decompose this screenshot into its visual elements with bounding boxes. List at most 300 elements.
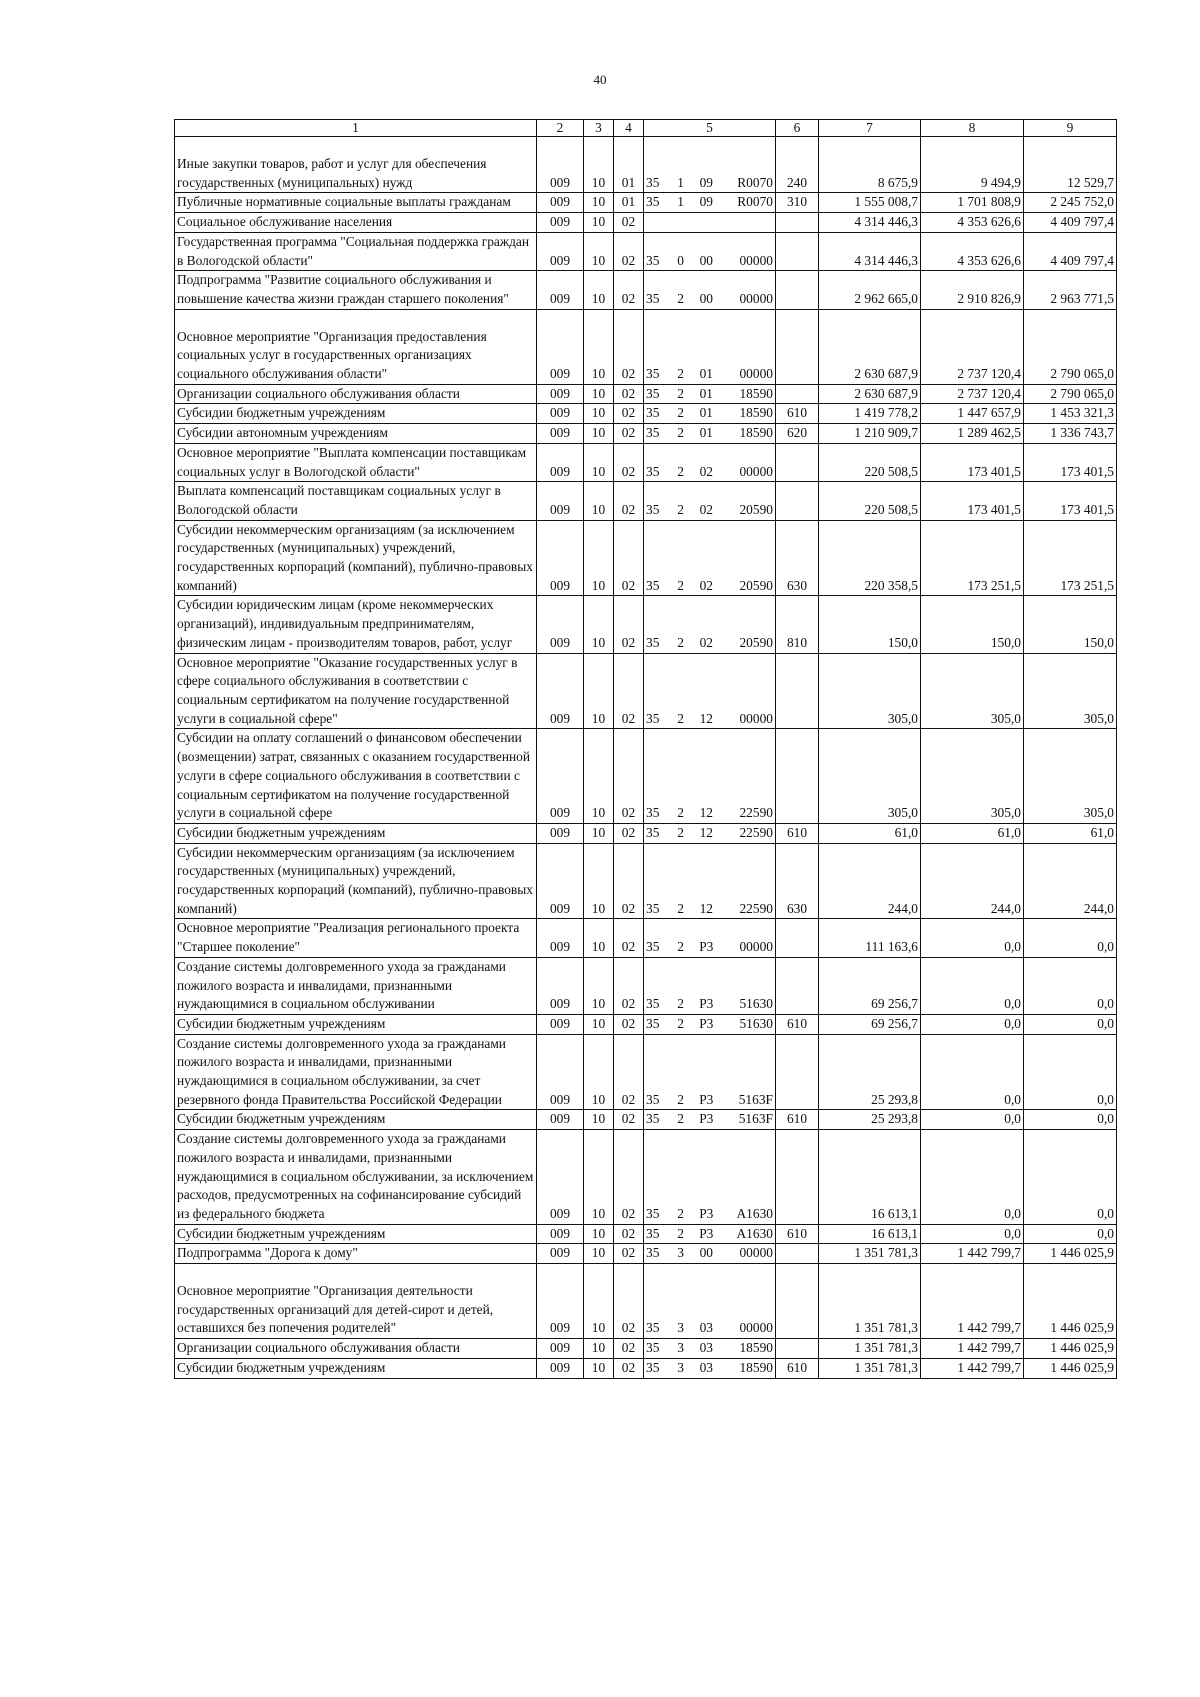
target-article-code	[644, 919, 776, 957]
table-row	[175, 823, 1117, 843]
target-article-part-2: 3	[677, 1320, 684, 1336]
table-row	[175, 843, 1117, 919]
header-col-2: 2	[537, 120, 584, 137]
admin-code: 009	[537, 653, 584, 729]
subsection-code: 01	[614, 137, 644, 193]
target-article-part-1: 35	[646, 1225, 660, 1241]
target-article-part-3: P3	[699, 939, 714, 955]
target-article-part-2: 2	[677, 425, 684, 441]
amount-year-3: 173 401,5	[1024, 482, 1117, 520]
admin-code: 009	[537, 1014, 584, 1034]
admin-code: 009	[537, 520, 584, 596]
target-article-parts	[646, 938, 773, 957]
header-col-4: 4	[614, 120, 644, 137]
section-code: 10	[584, 309, 614, 384]
target-article-part-2: 3	[677, 1245, 684, 1261]
table-row	[175, 424, 1117, 444]
admin-code: 009	[537, 1034, 584, 1110]
target-article-parts	[646, 1091, 773, 1110]
row-name: Публичные нормативные социальные выплаты гражданам	[175, 193, 537, 213]
amount-year-2: 0,0	[921, 957, 1024, 1014]
amount-year-2: 2 737 120,4	[921, 309, 1024, 384]
expense-type-code: 630	[776, 520, 819, 596]
target-article-part-3: P3	[699, 1205, 714, 1221]
expense-type-code	[776, 1034, 819, 1110]
admin-code: 009	[537, 443, 584, 481]
amount-year-2: 2 737 120,4	[921, 384, 1024, 404]
target-article-part-4: 18590	[739, 1359, 773, 1375]
amount-year-2: 4 353 626,6	[921, 213, 1024, 233]
target-article-part-3: 02	[699, 634, 713, 650]
target-article-part-4: 00000	[739, 290, 773, 306]
expense-type-code	[776, 1130, 819, 1225]
table-row	[175, 309, 1117, 384]
target-article-part-1: 35	[646, 939, 660, 955]
target-article-part-1: 35	[646, 366, 660, 382]
target-article-part-4: 00000	[739, 710, 773, 726]
subsection-code: 02	[614, 957, 644, 1014]
row-name: Основное мероприятие "Организация деятельности государственных организаций для детей-сирот и детей, оставшихся без попечения родителей"	[175, 1264, 537, 1339]
section-code: 10	[584, 213, 614, 233]
amount-year-2: 1 442 799,7	[921, 1264, 1024, 1339]
header-col-6: 6	[776, 120, 819, 137]
target-article-code	[644, 232, 776, 270]
target-article-code	[644, 1244, 776, 1264]
target-article-part-4: 20590	[739, 634, 773, 650]
amount-year-1: 220 358,5	[819, 520, 921, 596]
target-article-part-4: 00000	[739, 252, 773, 268]
target-article-parts	[646, 824, 773, 843]
target-article-parts	[646, 193, 773, 212]
page-number: 40	[593, 72, 607, 87]
target-article-part-1: 35	[646, 824, 660, 840]
section-code: 10	[584, 1244, 614, 1264]
amount-year-2: 305,0	[921, 653, 1024, 729]
target-article-part-2: 3	[677, 1340, 684, 1356]
target-article-code	[644, 1034, 776, 1110]
target-article-part-3: 03	[699, 1320, 713, 1336]
target-article-part-1: 35	[646, 252, 660, 268]
target-article-part-2: 2	[677, 805, 684, 821]
row-name: Субсидии некоммерческим организациям (за исключением государственных (муниципальных) учреждений, государственных корпораций (компаний), публично-правовых компаний)	[175, 520, 537, 596]
subsection-code: 02	[614, 482, 644, 520]
row-name: Субсидии бюджетным учреждениям	[175, 1110, 537, 1130]
amount-year-2: 61,0	[921, 823, 1024, 843]
target-article-code	[644, 482, 776, 520]
section-code: 10	[584, 1110, 614, 1130]
amount-year-1: 4 314 446,3	[819, 232, 921, 270]
row-name: Организации социального обслуживания области	[175, 384, 537, 404]
target-article-part-2: 2	[677, 1091, 684, 1107]
amount-year-2: 1 442 799,7	[921, 1358, 1024, 1378]
amount-year-3: 1 446 025,9	[1024, 1244, 1117, 1264]
section-code: 10	[584, 384, 614, 404]
subsection-code: 02	[614, 424, 644, 444]
row-name: Субсидии бюджетным учреждениям	[175, 1358, 537, 1378]
subsection-code: 02	[614, 919, 644, 957]
row-name: Субсидии на оплату соглашений о финансовом обеспечении (возмещении) затрат, связанных с оказанием государственной услуги в сфере социального обслуживания в соответствии с социальным сертификатом на получение государственной услуги в социальной сфере	[175, 729, 537, 824]
target-article-code	[644, 1339, 776, 1359]
section-code: 10	[584, 1358, 614, 1378]
table-row	[175, 482, 1117, 520]
target-article-part-1: 35	[646, 1205, 660, 1221]
table-row	[175, 653, 1117, 729]
amount-year-3: 2 245 752,0	[1024, 193, 1117, 213]
amount-year-1: 1 210 909,7	[819, 424, 921, 444]
table-row	[175, 213, 1117, 233]
admin-code: 009	[537, 1358, 584, 1378]
target-article-part-1: 35	[646, 805, 660, 821]
target-article-part-2: 2	[677, 501, 684, 517]
target-article-code	[644, 1358, 776, 1378]
target-article-part-2: 2	[677, 290, 684, 306]
row-name: Создание системы долговременного ухода за гражданами пожилого возраста и инвалидами, признанными нуждающимися в социальном обслуживании, за исключением расходов, предусмотренных на софинансирование субсидий из федерального бюджета	[175, 1130, 537, 1225]
section-code: 10	[584, 596, 614, 653]
target-article-part-4: 51630	[739, 996, 773, 1012]
target-article-part-4: 22590	[739, 900, 773, 916]
amount-year-1: 1 351 781,3	[819, 1264, 921, 1339]
target-article-code	[644, 823, 776, 843]
target-article-part-4: A1630	[736, 1205, 773, 1221]
amount-year-1: 1 351 781,3	[819, 1244, 921, 1264]
target-article-part-4: 00000	[739, 366, 773, 382]
amount-year-1: 69 256,7	[819, 957, 921, 1014]
table-row	[175, 1244, 1117, 1264]
header-col-7: 7	[819, 120, 921, 137]
amount-year-1: 305,0	[819, 653, 921, 729]
admin-code: 009	[537, 1110, 584, 1130]
section-code: 10	[584, 520, 614, 596]
section-code: 10	[584, 1224, 614, 1244]
amount-year-3: 2 790 065,0	[1024, 384, 1117, 404]
amount-year-3: 0,0	[1024, 1034, 1117, 1110]
section-code: 10	[584, 1034, 614, 1110]
table-row	[175, 1339, 1117, 1359]
target-article-part-2: 3	[677, 1359, 684, 1375]
target-article-part-4: 5163F	[738, 1091, 773, 1107]
admin-code: 009	[537, 843, 584, 919]
expense-type-code: 620	[776, 424, 819, 444]
target-article-part-2: 2	[677, 1111, 684, 1127]
target-article-parts	[646, 634, 773, 653]
header-col-1: 1	[175, 120, 537, 137]
target-article-parts	[646, 577, 773, 596]
target-article-part-1: 35	[646, 463, 660, 479]
target-article-code	[644, 729, 776, 824]
amount-year-2: 1 442 799,7	[921, 1244, 1024, 1264]
admin-code: 009	[537, 193, 584, 213]
target-article-part-4: 00000	[739, 463, 773, 479]
table-row	[175, 404, 1117, 424]
amount-year-1: 1 351 781,3	[819, 1358, 921, 1378]
target-article-parts	[646, 1339, 773, 1358]
amount-year-1: 220 508,5	[819, 482, 921, 520]
expense-type-code	[776, 729, 819, 824]
subsection-code: 02	[614, 213, 644, 233]
amount-year-3: 0,0	[1024, 1130, 1117, 1225]
target-article-part-3: 01	[699, 385, 713, 401]
amount-year-3: 1 446 025,9	[1024, 1264, 1117, 1339]
expense-type-code	[776, 482, 819, 520]
amount-year-2: 0,0	[921, 1224, 1024, 1244]
section-code: 10	[584, 193, 614, 213]
admin-code: 009	[537, 1130, 584, 1225]
target-article-code	[644, 1110, 776, 1130]
row-name: Создание системы долговременного ухода за гражданами пожилого возраста и инвалидами, признанными нуждающимися в социальном обслуживании, за счет резервного фонда Правительства Российской Федерации	[175, 1034, 537, 1110]
target-article-part-1: 35	[646, 634, 660, 650]
amount-year-1: 2 962 665,0	[819, 271, 921, 309]
target-article-part-4: 18590	[739, 405, 773, 421]
table-row	[175, 193, 1117, 213]
table-row	[175, 919, 1117, 957]
amount-year-2: 1 442 799,7	[921, 1339, 1024, 1359]
amount-year-1: 111 163,6	[819, 919, 921, 957]
expense-type-code	[776, 443, 819, 481]
target-article-part-3: P3	[699, 1091, 714, 1107]
amount-year-2: 173 251,5	[921, 520, 1024, 596]
target-article-part-1: 35	[646, 405, 660, 421]
subsection-code: 02	[614, 823, 644, 843]
target-article-code	[644, 1014, 776, 1034]
header-row	[175, 120, 1117, 137]
amount-year-2: 4 353 626,6	[921, 232, 1024, 270]
row-name: Основное мероприятие "Выплата компенсации поставщикам социальных услуг в Вологодской области"	[175, 443, 537, 481]
target-article-part-3: 09	[699, 174, 713, 190]
target-article-code	[644, 1224, 776, 1244]
target-article-parts	[646, 1319, 773, 1338]
subsection-code: 02	[614, 404, 644, 424]
amount-year-1: 1 555 008,7	[819, 193, 921, 213]
table-row	[175, 1110, 1117, 1130]
header-col-9: 9	[1024, 120, 1117, 137]
amount-year-1: 2 630 687,9	[819, 309, 921, 384]
target-article-part-2: 2	[677, 996, 684, 1012]
target-article-code	[644, 520, 776, 596]
target-article-code	[644, 653, 776, 729]
table-row	[175, 520, 1117, 596]
expense-type-code: 610	[776, 1358, 819, 1378]
target-article-code	[644, 957, 776, 1014]
amount-year-3: 0,0	[1024, 1014, 1117, 1034]
amount-year-1: 2 630 687,9	[819, 384, 921, 404]
subsection-code: 02	[614, 443, 644, 481]
expense-type-code	[776, 1264, 819, 1339]
subsection-code: 02	[614, 1034, 644, 1110]
subsection-code: 02	[614, 1014, 644, 1034]
expense-type-code	[776, 232, 819, 270]
target-article-part-1: 35	[646, 900, 660, 916]
subsection-code: 02	[614, 1264, 644, 1339]
target-article-part-2: 2	[677, 385, 684, 401]
target-article-parts	[646, 404, 773, 423]
amount-year-1: 1 419 778,2	[819, 404, 921, 424]
target-article-part-3: 02	[699, 577, 713, 593]
target-article-part-1: 35	[646, 996, 660, 1012]
subsection-code: 02	[614, 596, 644, 653]
amount-year-3: 305,0	[1024, 729, 1117, 824]
amount-year-1: 16 613,1	[819, 1224, 921, 1244]
section-code: 10	[584, 137, 614, 193]
target-article-part-4: 00000	[739, 1320, 773, 1336]
section-code: 10	[584, 823, 614, 843]
target-article-part-2: 0	[677, 252, 684, 268]
target-article-part-4: 00000	[739, 939, 773, 955]
subsection-code: 02	[614, 384, 644, 404]
section-code: 10	[584, 1130, 614, 1225]
target-article-part-3: 12	[699, 805, 713, 821]
header-col-3: 3	[584, 120, 614, 137]
row-name: Основное мероприятие "Реализация регионального проекта "Старшее поколение"	[175, 919, 537, 957]
target-article-parts	[646, 501, 773, 520]
target-article-part-1: 35	[646, 1245, 660, 1261]
subsection-code: 02	[614, 1339, 644, 1359]
target-article-part-4: 18590	[739, 385, 773, 401]
section-code: 10	[584, 729, 614, 824]
amount-year-3: 0,0	[1024, 919, 1117, 957]
row-name: Выплата компенсаций поставщикам социальных услуг в Вологодской области	[175, 482, 537, 520]
table-row	[175, 271, 1117, 309]
section-code: 10	[584, 1014, 614, 1034]
expense-type-code	[776, 653, 819, 729]
target-article-code	[644, 213, 776, 233]
target-article-part-3: P3	[699, 1015, 714, 1031]
target-article-code	[644, 384, 776, 404]
target-article-part-3: 01	[699, 366, 713, 382]
amount-year-2: 0,0	[921, 1014, 1024, 1034]
amount-year-3: 4 409 797,4	[1024, 213, 1117, 233]
target-article-part-2: 2	[677, 634, 684, 650]
admin-code: 009	[537, 137, 584, 193]
target-article-part-3: 12	[699, 824, 713, 840]
subsection-code: 02	[614, 1110, 644, 1130]
target-article-part-1: 35	[646, 501, 660, 517]
row-name: Социальное обслуживание населения	[175, 213, 537, 233]
table-body	[175, 137, 1117, 1379]
target-article-part-3: 01	[699, 425, 713, 441]
expense-type-code: 240	[776, 137, 819, 193]
section-code: 10	[584, 424, 614, 444]
target-article-part-3: P3	[699, 1225, 714, 1241]
target-article-part-1: 35	[646, 425, 660, 441]
amount-year-1: 4 314 446,3	[819, 213, 921, 233]
target-article-code	[644, 596, 776, 653]
expense-type-code: 610	[776, 404, 819, 424]
target-article-part-3: 02	[699, 501, 713, 517]
admin-code: 009	[537, 271, 584, 309]
amount-year-3: 1 446 025,9	[1024, 1358, 1117, 1378]
admin-code: 009	[537, 482, 584, 520]
table-row	[175, 1358, 1117, 1378]
row-name: Субсидии юридическим лицам (кроме некоммерческих организаций), индивидуальным предпринимателям, физическим лицам - производителям товаров, работ, услуг	[175, 596, 537, 653]
amount-year-3: 1 336 743,7	[1024, 424, 1117, 444]
target-article-part-4: 22590	[739, 824, 773, 840]
target-article-part-2: 2	[677, 824, 684, 840]
target-article-part-4: R0070	[737, 194, 773, 210]
target-article-part-4: 00000	[739, 1245, 773, 1261]
expense-type-code	[776, 919, 819, 957]
section-code: 10	[584, 653, 614, 729]
target-article-part-1: 35	[646, 577, 660, 593]
target-article-part-1: 35	[646, 290, 660, 306]
amount-year-3: 150,0	[1024, 596, 1117, 653]
amount-year-2: 1 447 657,9	[921, 404, 1024, 424]
target-article-part-1: 35	[646, 1320, 660, 1336]
table-row	[175, 232, 1117, 270]
expense-type-code	[776, 957, 819, 1014]
target-article-code	[644, 404, 776, 424]
target-article-parts	[646, 900, 773, 919]
admin-code: 009	[537, 1264, 584, 1339]
amount-year-2: 1 289 462,5	[921, 424, 1024, 444]
table-row	[175, 1264, 1117, 1339]
table-row	[175, 1130, 1117, 1225]
expense-type-code	[776, 384, 819, 404]
expense-type-code: 610	[776, 1014, 819, 1034]
row-name: Иные закупки товаров, работ и услуг для обеспечения государственных (муниципальных) нужд	[175, 137, 537, 193]
target-article-part-3: 01	[699, 405, 713, 421]
amount-year-1: 1 351 781,3	[819, 1339, 921, 1359]
subsection-code: 02	[614, 1244, 644, 1264]
target-article-parts	[646, 290, 773, 309]
amount-year-3: 173 251,5	[1024, 520, 1117, 596]
section-code: 10	[584, 271, 614, 309]
target-article-part-3: 00	[699, 252, 713, 268]
row-name: Основное мероприятие "Организация предоставления социальных услуг в государственных организациях социального обслуживания области"	[175, 309, 537, 384]
target-article-parts	[646, 1015, 773, 1034]
admin-code: 009	[537, 957, 584, 1014]
amount-year-2: 0,0	[921, 1034, 1024, 1110]
target-article-part-4: 5163F	[738, 1111, 773, 1127]
target-article-parts	[646, 385, 773, 404]
amount-year-2: 2 910 826,9	[921, 271, 1024, 309]
target-article-code	[644, 424, 776, 444]
target-article-part-2: 2	[677, 366, 684, 382]
admin-code: 009	[537, 1224, 584, 1244]
table-row	[175, 596, 1117, 653]
subsection-code: 02	[614, 729, 644, 824]
target-article-parts	[646, 1110, 773, 1129]
expense-type-code: 310	[776, 193, 819, 213]
subsection-code: 02	[614, 232, 644, 270]
subsection-code: 02	[614, 1358, 644, 1378]
amount-year-3: 1 446 025,9	[1024, 1339, 1117, 1359]
target-article-parts	[646, 463, 773, 482]
target-article-part-3: 00	[699, 290, 713, 306]
target-article-parts	[646, 365, 773, 384]
amount-year-1: 25 293,8	[819, 1034, 921, 1110]
target-article-parts	[646, 1244, 773, 1263]
amount-year-2: 150,0	[921, 596, 1024, 653]
target-article-part-1: 35	[646, 1015, 660, 1031]
amount-year-1: 25 293,8	[819, 1110, 921, 1130]
table-row	[175, 443, 1117, 481]
header-col-8: 8	[921, 120, 1024, 137]
target-article-part-4: 18590	[739, 1340, 773, 1356]
target-article-parts	[646, 252, 773, 271]
subsection-code: 01	[614, 193, 644, 213]
target-article-part-3: P3	[699, 1111, 714, 1127]
target-article-part-4: 22590	[739, 805, 773, 821]
amount-year-3: 2 963 771,5	[1024, 271, 1117, 309]
target-article-part-4: 18590	[739, 425, 773, 441]
target-article-code	[644, 137, 776, 193]
admin-code: 009	[537, 596, 584, 653]
expense-type-code: 810	[776, 596, 819, 653]
target-article-part-2: 2	[677, 1015, 684, 1031]
target-article-part-1: 35	[646, 710, 660, 726]
target-article-part-1: 35	[646, 385, 660, 401]
subsection-code: 02	[614, 1130, 644, 1225]
